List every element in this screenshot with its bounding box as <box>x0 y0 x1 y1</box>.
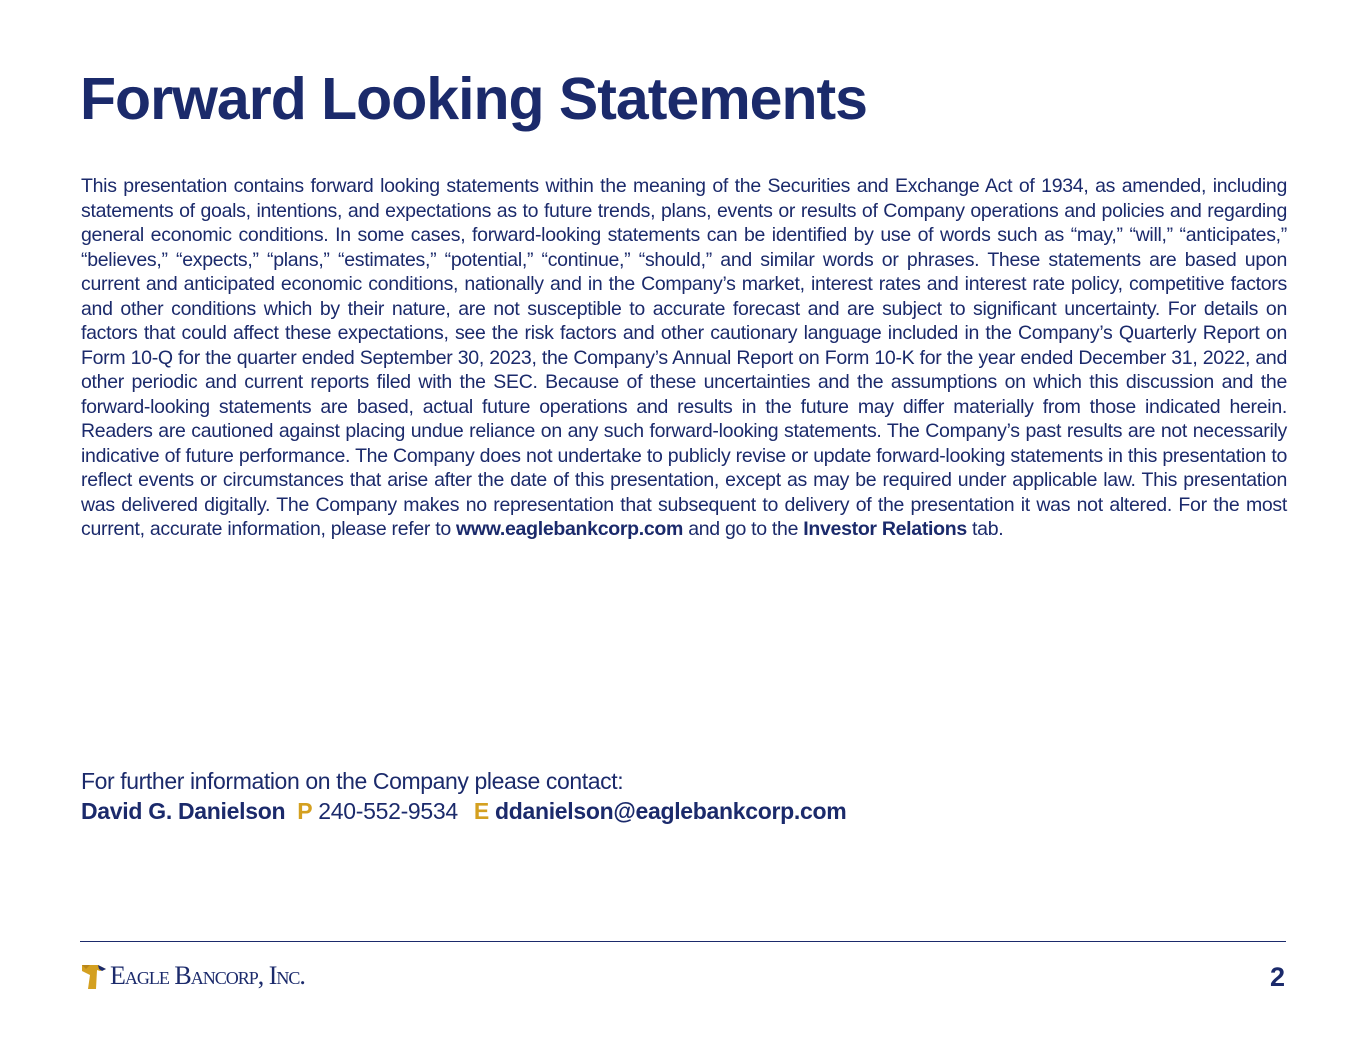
disclaimer-middle: and go to the <box>688 518 799 540</box>
contact-block <box>81 766 1181 826</box>
contact-intro: For further information on the Company please contact: <box>81 768 624 794</box>
investor-relations-label: Investor Relations <box>803 518 967 540</box>
eagle-icon <box>80 961 108 991</box>
forward-looking-disclaimer <box>81 174 1287 542</box>
email-label: E <box>473 798 489 824</box>
contact-phone[interactable]: 240-552-9534 <box>318 798 458 824</box>
phone-label: P <box>297 798 313 824</box>
contact-details <box>81 796 1181 826</box>
page-title: Forward Looking Statements <box>80 66 867 132</box>
company-logo <box>80 960 305 992</box>
logo-text: Eagle Bancorp, Inc. <box>110 961 305 990</box>
contact-name: David G. Danielson <box>81 798 286 824</box>
footer-divider <box>80 941 1286 942</box>
website-link[interactable]: www.eaglebankcorp.com <box>456 518 684 540</box>
disclaimer-text: This presentation contains forward looking statements within the meaning of the Securities and Exchange Act of 1934, as amended, including statements of goals, intentions, and expectations as to future trends, plans, events or results of Company operations and policies and regarding general economic conditions. In some cases, forward-looking statements can be identified by use of words such as “may,” “will,” “anticipates,” “believes,” “expects,” “plans,” “estimates,” “potential,” “continue,” “should,” and similar words or phrases. These statements are based upon current and anticipated economic conditions, nationally and in the Company’s market, interest rates and interest rate policy, competitive factors and other conditions which by their nature, are not susceptible to accurate forecast and are subject to significant uncertainty. For details on factors that could affect these expectations, see the risk factors and other cautionary language included in the Company’s Quarterly Report on Form 10-Q for the quarter ended September 30, 2023, the Company’s Annual Report on Form 10-K for the year ended December 31, 2022, and other periodic and current reports filed with the SEC. Because of these uncertainties and the assumptions on which this discussion and the forward-looking statements are based, actual future operations and results in the future may differ materially from those indicated herein. Readers are cautioned against placing undue reliance on any such forward-looking statements. The Company’s past results are not necessarily indicative of future performance. The Company does not undertake to publicly revise or update forward-looking statements in this presentation to reflect events or circumstances that arise after the date of this presentation, except as may be required under applicable law. This presentation was delivered digitally. The Company makes no representation that subsequent to delivery of the presentation it was not altered. For the most current, accurate information, please refer to <box>81 175 1287 540</box>
contact-email[interactable]: ddanielson@eaglebankcorp.com <box>494 798 847 824</box>
disclaimer-end: tab. <box>972 518 1004 540</box>
page-number: 2 <box>1269 962 1285 992</box>
